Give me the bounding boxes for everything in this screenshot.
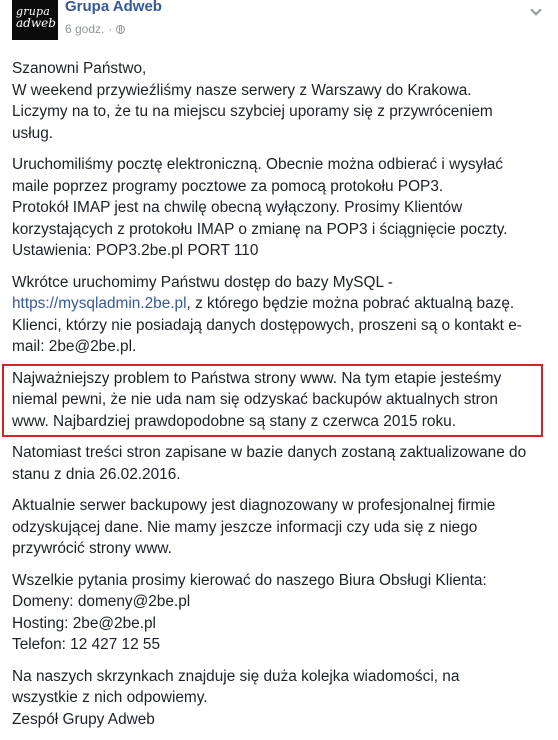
avatar-text-line-2: adweb: [16, 16, 56, 30]
text-line: przywrócić strony www.: [12, 540, 172, 557]
paragraph-contact: [12, 570, 552, 656]
text-line: Na naszych skrzynkach znajduje się duża kolejka wiadomości, na: [12, 667, 460, 685]
avatar[interactable]: [12, 0, 58, 40]
meta-separator: ·: [108, 22, 113, 36]
text-line: wszystkie z nich odpowiemy.: [12, 689, 208, 706]
paragraph-backup-server: [12, 495, 552, 560]
text-line: Wkrótce uruchomimy Państwu dostęp do bazy MySQL -: [12, 273, 393, 291]
text-line: Protokół IMAP jest na chwilę obecną wyłączony. Prosimy Klientów: [12, 199, 463, 216]
author-name-link[interactable]: Grupa Adweb: [65, 0, 162, 15]
text-line: Zespół Grupy Adweb: [12, 710, 155, 728]
post-header: [12, 0, 542, 42]
text-line: Najważniejszy problem to Państwa strony www. Na tym etapie jesteśmy: [12, 369, 502, 387]
text-line: Natomiast treści stron zapisane w bazie danych zostaną zaktualizowane do: [12, 444, 527, 461]
text-line: Wszelkie pytania prosimy kierować do naszego Biura Obsługi Klienta:: [12, 571, 487, 589]
text-line: Uruchomiliśmy pocztę elektroniczną. Obecnie można odbierać i wysyłać: [12, 156, 503, 173]
paragraph-mysql: [12, 272, 552, 358]
paragraph-closing: [12, 666, 552, 731]
text-line: Domeny: domeny@2be.pl: [12, 593, 191, 610]
text-line: niemal pewni, że nie uda nam się odzyskać backupów aktualnych stron: [12, 391, 498, 408]
post-meta: [65, 22, 125, 36]
text-line: mail: 2be@2be.pl.: [12, 338, 137, 355]
text-fragment: , z którego będzie można pobrać aktualną bazę.: [186, 295, 515, 312]
text-line: usług.: [12, 124, 54, 142]
text-line: www. Najbardziej prawdopodobne są stany z czerwca 2015 roku.: [12, 412, 456, 430]
text-line: Liczymy na to, że tu na miejscu szybciej uporamy się z przywróceniem: [12, 103, 493, 120]
paragraph-greeting: [12, 58, 552, 144]
paragraph-database: [12, 442, 552, 485]
text-line: Ustawienia: POP3.2be.pl PORT 110: [12, 242, 259, 259]
globe-icon[interactable]: [116, 25, 125, 34]
post-body: [12, 58, 552, 740]
text-line: maile poprzez programy pocztowe za pomocą protokołu POP3.: [12, 177, 444, 195]
text-line: W weekend przywieźliśmy nasze serwery z Warszawy do Krakowa.: [12, 81, 472, 99]
text-line: korzystających z protokołu IMAP o zmianę na POP3 i ściągnięcie poczty.: [12, 220, 508, 238]
chevron-down-icon[interactable]: [530, 4, 541, 15]
text-line: Aktualnie serwer backupowy jest diagnozowany w profesjonalnej firmie: [12, 497, 496, 514]
text-line: Telefon: 12 427 12 55: [12, 636, 161, 653]
text-line: Klienci, którzy nie posiadają danych dostępowych, proszeni są o kontakt e-: [12, 316, 522, 334]
mysqladmin-link[interactable]: https://mysqladmin.2be.pl: [12, 295, 187, 312]
paragraph-email: [12, 154, 552, 262]
avatar-text-line-1: grupa: [16, 5, 50, 18]
text-line: Szanowni Państwo,: [12, 60, 147, 77]
text-line: stanu z dnia 26.02.2016.: [12, 465, 181, 483]
text-line: [12, 293, 552, 315]
paragraph-websites-highlighted: [12, 368, 552, 433]
post-timestamp-link[interactable]: 6 godz.: [65, 22, 105, 36]
text-line: odzyskującej dane. Nie mamy jeszcze informacji czy uda się z niego: [12, 518, 478, 536]
text-line: Hosting: 2be@2be.pl: [12, 614, 156, 632]
